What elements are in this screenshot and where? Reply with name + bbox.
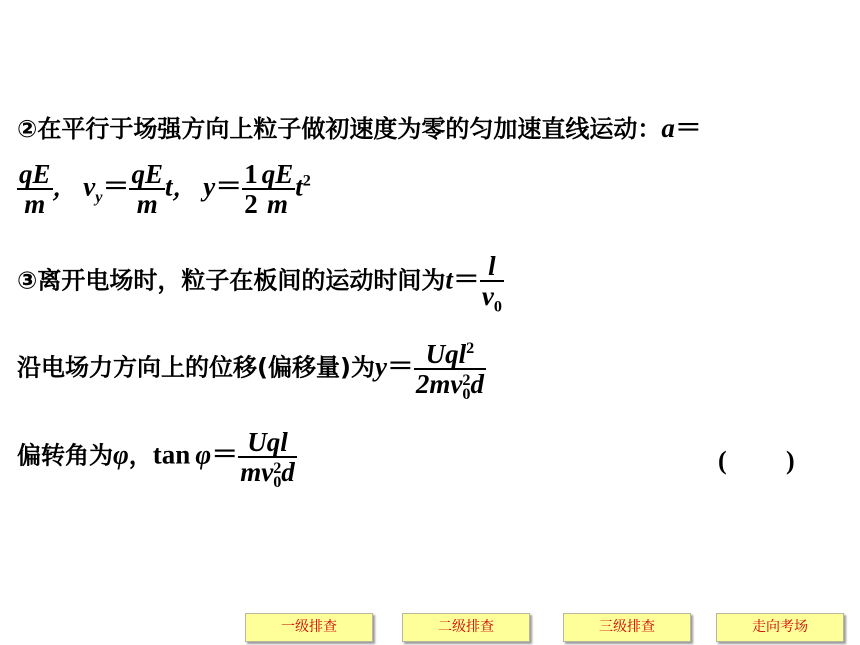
nav-level2-button[interactable]: 二级排查 <box>402 613 530 642</box>
var-a: a <box>661 113 675 143</box>
equals-sign: ＝ <box>674 113 702 143</box>
statement-acceleration <box>17 106 702 145</box>
answer-paren-close: ) <box>786 446 795 475</box>
fraction-l-v0: $\frac{l}{v_0}$ <box>481 251 502 316</box>
nav-level3-button[interactable]: 三级排查 <box>563 613 691 642</box>
fraction-qE-m: $\frac{qE}{m}$ <box>19 159 51 220</box>
statement-displacement: 沿电场力方向上的位移(偏移量)为y＝ Uql$^2$ 2mv 2 0 d <box>17 339 485 404</box>
fraction-displacement: Uql$^2$ 2mv 2 0 d <box>415 339 485 404</box>
statement-time: ③离开电场时，粒子在板间的运动时间为t＝ $\frac{l}{v_0}$ <box>17 251 502 316</box>
statement-displacement-text: 沿电场力方向上的位移(偏移量)为 <box>17 353 375 382</box>
fraction-qE-m-3: $\frac{qE}{m}$ <box>261 159 294 220</box>
nav-exam-button[interactable]: 走向考场 <box>716 613 844 642</box>
nav-level1-button[interactable]: 一级排查 <box>245 613 373 642</box>
fraction-one-half: $\frac{1}{2}$ <box>244 159 258 220</box>
answer-paren-open: ( <box>718 446 727 475</box>
statement-time-text: ③离开电场时，粒子在板间的运动时间为 <box>17 266 446 295</box>
formula-acceleration-velocity-displacement: $\frac{qE}{m}$ ， $v_y=$ $\frac{qE}{m}$ t， y＝ $\frac{1}{2}$ $\frac{qE}{m}$ $t^2$ <box>19 159 311 220</box>
statement-deflection-angle: 偏转角为φ，tan φ＝ Uql mv 2 0 d <box>17 427 295 492</box>
fraction-tan: Uql mv 2 0 d <box>240 427 295 492</box>
statement-angle-text: 偏转角为 <box>17 441 113 470</box>
statement-acceleration-text: ②在平行于场强方向上粒子做初速度为零的匀加速直线运动： <box>17 115 662 143</box>
fraction-qE-m-2: $\frac{qE}{m}$ <box>131 159 163 220</box>
